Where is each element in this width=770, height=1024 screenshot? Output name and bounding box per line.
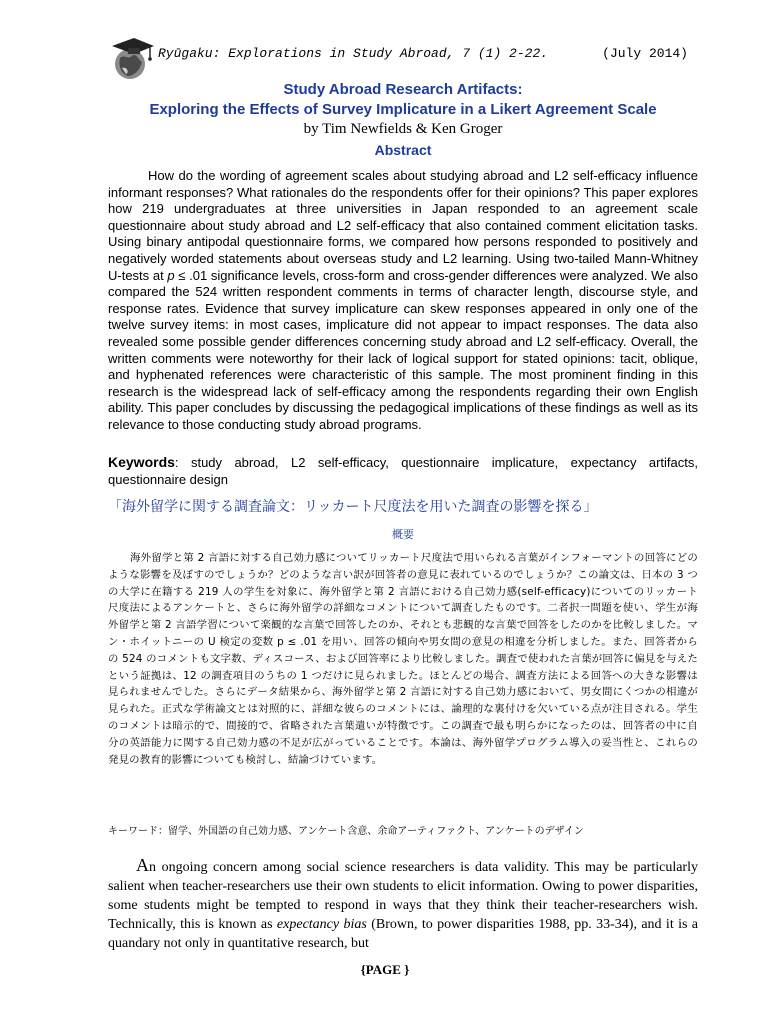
paper-title-line2: Exploring the Effects of Survey Implicature in a Likert Agreement Scale <box>149 101 657 118</box>
body-dropcap: A <box>136 855 149 875</box>
japanese-abstract-text: 海外留学と第 2 言語に対する自己効力感についてリッカート尺度法で用いられる言葉がインフォーマントの回答にどのような影響を及ぼすのでしょうか？どのような言い訳が回答者の意見に表れているのでしょうか？この論文は、日本の 3 つの大学に在籍する 219 人の学生を対象に、海外留学と第 2 言語における自己効力感(self-efficacy)についてのリッカート尺度法によるアンケートと、さらに海外留学の詳細なコメントについて調査したものです。二者択一問題を使い、学生が海外留学と第 2 言語学習について楽観的な言葉で回答したのか、それとも悲観的な言葉で回答をしたのかを比較しました。マン・ホイットニーの U 検定の変数 p ≤ .01 を用い、回答の傾向や男女間の意見の相違を分析しました。また、回答者からの 524 のコメントも文字数、ディスコース、および回答率により比較しました。調査で使われた言葉が回答に偏見を与えたという証拠は、12 の調査項目のうちの 1 つだけに見られました。ほとんどの場合、調査方法による回答への大きな影響は見られませんでした。さらにデータ結果から、海外留学と第 2 言語に対する自己効力感において、男女間にくつかの相違が見られた。正式な学術論文とは対照的に、詳細な彼らのコメントには、論理的な裏付けを欠いている点が注目される。学生のコメントは暗示的で、間接的で、省略された言葉遣いが特徴です。この調査で最も明らかになったのは、回答者の中に自分の英語能力に関する自己効力感の不足が広がっていることです。本論は、海外留学プログラム導入の妥当性と、これらの発見の教育的影響についても検討し、結論づけています。 <box>108 552 698 766</box>
abstract-part1: How do the wording of agreement scales about studying abroad and L2 self-efficacy influence informant responses? What rationales do the respondents offer for their opinions? This paper explores how 219 undergraduates at three universities in Japan responded to an agreement scale questionnaire about study abroad and L2 self-efficacy that also contained comment elicitation tasks. Using binary antipodal questionnaire forms, we compared how persons responded to positively and negatively worded statements about overseas study and L2 learning. Using two-tailed Mann-Whitney U-tests at <box>108 168 698 283</box>
keywords <box>108 454 698 488</box>
japanese-abstract-heading: 概要 <box>392 528 414 541</box>
page-number-field: {PAGE } <box>360 962 410 976</box>
abstract-heading: Abstract <box>374 142 432 158</box>
journal-citation: Ryūgaku: Explorations in Study Abroad, 7 (1) 2-22. <box>158 46 549 61</box>
globe-mortarboard-icon <box>108 34 156 82</box>
p-value-symbol: p <box>167 267 175 283</box>
japanese-title: 「海外留学に関する調査論文：リッカート尺度法を用いた調査の影響を探る」 <box>108 499 598 515</box>
paper-title-line1: Study Abroad Research Artifacts: <box>283 81 523 98</box>
paper-authors: by Tim Newfields & Ken Groger <box>303 121 503 137</box>
journal-header <box>108 34 688 82</box>
body-paragraph <box>108 856 698 953</box>
body-part1: n ongoing concern among social science researchers is data validity. This may be particularly salient when teacher-researchers use their own students to elicit information. Owing to power disparities, some students might be tempted to respond in ways that they think their teacher-researchers wish. Technically, this is known as <box>108 860 698 932</box>
body-part2: (Brown, to power disparities 1988, pp. 33-34), and it is a quandary not only in quantitative research, but <box>108 917 699 951</box>
title-block <box>108 80 698 138</box>
abstract-text <box>108 168 698 434</box>
keywords-text: : study abroad, L2 self-efficacy, questionnaire implicature, expectancy artifacts, questionnaire design <box>108 455 698 487</box>
abstract-part2: ≤ .01 significance levels, cross-form and cross-gender differences were analyzed. We also compared the 524 written respondent comments in terms of character length, discourse style, and response rates. Evidence that survey implicature can skew responses appeared in only one of the twelve survey items: in most cases, implicature did not appear to impact responses. The data also revealed some possible gender differences concerning study abroad and L2 self-efficacy. Overall, the written comments were noteworthy for their lack of logical support for stated opinions: tacit, oblique, and hyphenated references were characteristic of this sample. The most prominent finding in this research is the widespread lack of self-efficacy among the respondents regarding their own English ability. This paper concludes by discussing the pedagogical implications of these findings as well as its relevance to those conducting study abroad programs. <box>108 267 698 432</box>
body-emphasis: expectancy bias <box>276 917 367 932</box>
journal-date: (July 2014) <box>602 46 688 61</box>
japanese-keywords: キーワード：留学、外国語の自己効力感、アンケート含意、余命アーティファクト、アンケートのデザイン <box>108 826 584 837</box>
keywords-label: Keywords <box>108 454 175 470</box>
